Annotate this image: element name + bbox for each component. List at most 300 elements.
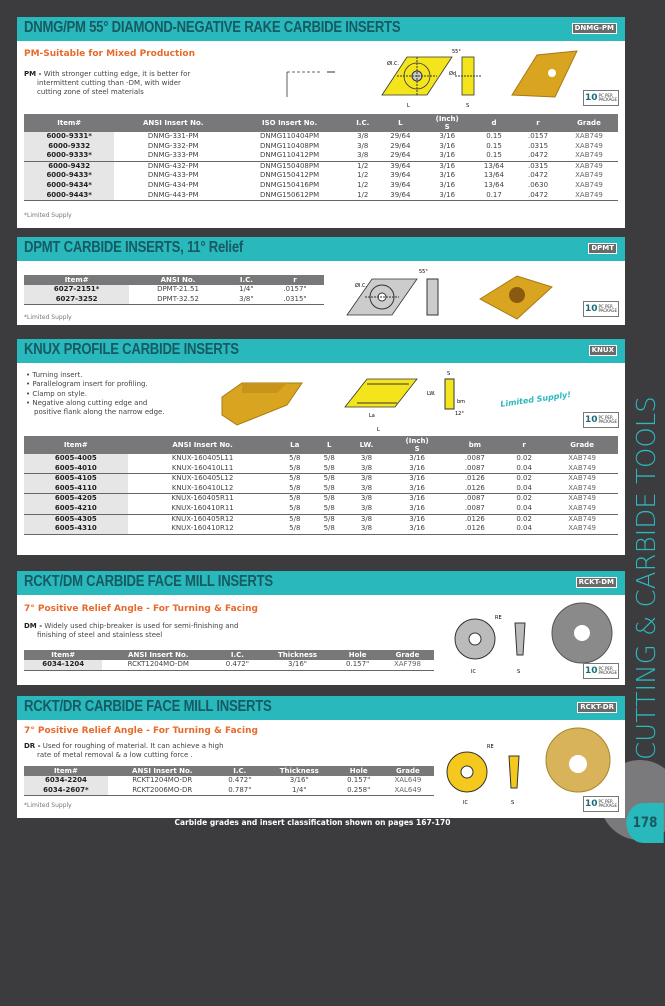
table-cell: DNMG-432-PM — [114, 161, 232, 171]
item-number: 6000-9433* — [24, 171, 114, 181]
table-cell: 3/8 — [360, 483, 373, 492]
table-cell: 39/64 — [390, 180, 411, 189]
table-cell: 5/8 — [289, 454, 301, 462]
package-qty-badge — [583, 796, 619, 812]
table-cell: KNUX-160405R11 — [128, 494, 278, 504]
knux-insert-photo — [217, 375, 307, 430]
grade-cell: XAB749 — [575, 171, 603, 180]
table-cell: 1/2 — [347, 161, 378, 171]
column-header-label: Thickness — [278, 651, 318, 659]
package-qty-badge — [583, 301, 619, 317]
column-header — [24, 114, 114, 132]
column-header — [334, 650, 381, 660]
section-title: RCKT/DM CARBIDE FACE MILL INSERTS — [24, 573, 273, 590]
table-cell: 0.258" — [336, 786, 382, 796]
item-number: 6000-9434* — [24, 181, 114, 191]
column-header-label: L — [326, 441, 332, 449]
table-cell: .0315 — [516, 161, 560, 171]
column-header — [24, 766, 108, 776]
table-cell: 3/16 — [422, 191, 472, 201]
table-cell: DNMG150408PM — [232, 161, 347, 171]
table-cell: RCKT1204MO-DM — [102, 660, 214, 670]
table-cell: .0315 — [528, 141, 549, 150]
section-subtitle: PM-Suitable for Mixed Production — [24, 49, 195, 59]
table-cell: .0157" — [283, 285, 307, 293]
grade-cell: XAB749 — [560, 191, 618, 201]
column-header-label: bm — [468, 441, 482, 449]
table-row — [24, 161, 618, 171]
feature-item: • Negative along cutting edge and positive flank along the narrow edge. — [26, 399, 165, 418]
grade-cell: XAB749 — [568, 483, 596, 492]
table-row — [24, 285, 324, 295]
column-header — [560, 114, 618, 132]
column-header — [129, 275, 226, 285]
diagram-label: Ød — [449, 71, 457, 77]
column-header — [128, 436, 278, 454]
table-cell: 5/8 — [323, 483, 335, 492]
column-header-label: ISO Insert No. — [262, 119, 318, 127]
desc-line: cutting zone of steel materials — [37, 88, 144, 96]
table-cell: KNUX-160405L12 — [128, 474, 278, 484]
diagram-label: bm — [457, 399, 466, 405]
limited-supply-label: Limited Supply! — [499, 390, 572, 409]
column-header — [24, 436, 128, 454]
table-header-row — [24, 650, 434, 660]
package-note: PC PER PACKAGE — [598, 414, 617, 424]
column-header-label: Grade — [396, 767, 420, 775]
column-header-label: Item# — [57, 119, 82, 127]
table-cell: DNMG110412PM — [260, 151, 320, 160]
table-cell: KNUX-160410R12 — [128, 524, 278, 534]
section-rckt-dm — [17, 571, 625, 685]
table-row — [24, 514, 618, 524]
table-cell: 3/16 — [409, 503, 425, 512]
table-cell: .0472 — [528, 171, 549, 180]
column-header — [108, 766, 217, 776]
table-row — [24, 494, 618, 504]
table-cell: 3/16" — [261, 660, 335, 670]
diagram-label: L — [407, 103, 410, 109]
table-cell: .0126 — [448, 514, 502, 524]
table-cell: 5/8 — [289, 483, 301, 492]
column-header-label: Grade — [395, 651, 420, 659]
group-header: (Inch) — [405, 437, 429, 445]
table-cell: 3/16 — [409, 463, 425, 472]
package-qty: 10 — [585, 799, 598, 809]
section-title: RCKT/DR CARBIDE FACE MILL INSERTS — [24, 698, 272, 715]
grade-cell: XAB749 — [546, 524, 618, 534]
column-header-label: ANSI Insert No. — [132, 767, 193, 775]
diagram-label: 55° — [452, 49, 461, 55]
table-cell: 5/8 — [312, 524, 346, 534]
table-cell: .0630 — [528, 180, 549, 189]
table-cell: 0.04 — [516, 503, 532, 512]
table-cell: 3/16 — [386, 524, 447, 534]
table-cell: DNMG150416PM — [260, 180, 320, 189]
column-header — [422, 114, 472, 132]
table-row — [24, 171, 618, 181]
grade-cell: XAB749 — [568, 454, 596, 462]
table-cell: 3/8 — [357, 151, 369, 160]
table-cell: 0.157" — [334, 660, 381, 670]
table-cell: 0.02 — [502, 494, 546, 504]
footnote: *Limited Supply — [24, 212, 72, 219]
diagram-label: S — [466, 103, 470, 109]
table-cell: 1/4" — [239, 285, 254, 293]
rckt-dr-insert-photo — [542, 724, 614, 796]
table-cell: 3/16" — [289, 776, 309, 784]
column-header — [266, 275, 324, 285]
table-cell: 3/16 — [439, 132, 456, 140]
column-header — [382, 766, 434, 776]
package-note: PC PER PACKAGE — [598, 798, 617, 808]
section-header — [17, 237, 625, 261]
table-cell: .0472 — [516, 191, 560, 201]
table-cell: 0.04 — [502, 524, 546, 534]
table-cell: 3/16 — [386, 514, 447, 524]
section-title: DNMG/PM 55° DIAMOND-NEGATIVE RAKE CARBIDE INSERTS — [24, 19, 401, 36]
side-title: CUTTING & CARBIDE TOOLS — [632, 396, 662, 760]
item-number: 6000-9432 — [24, 161, 114, 171]
table-cell: 3/16 — [386, 474, 447, 484]
table-cell: 3/8" — [227, 295, 266, 305]
feature-list — [26, 371, 165, 417]
table-cell: 3/8 — [360, 503, 373, 512]
table-cell: 0.15 — [486, 132, 502, 140]
table-cell: 5/8 — [289, 463, 301, 472]
package-qty-badge — [583, 412, 619, 428]
table-cell: .0126 — [448, 524, 502, 534]
diagram-label: IC — [463, 800, 468, 806]
diagram-label: 55° — [419, 269, 428, 275]
table-row — [24, 464, 618, 474]
diagram-label: IC — [471, 669, 476, 675]
column-header-label: S — [414, 445, 420, 453]
section-title: KNUX PROFILE CARBIDE INSERTS — [24, 341, 239, 358]
table-cell: DNMG-331-PM — [147, 132, 199, 140]
grade-cell: XAB749 — [546, 514, 618, 524]
table-cell: .0087 — [464, 503, 485, 512]
table-cell: 5/8 — [278, 514, 312, 524]
item-number: 6034-1204 — [24, 660, 102, 670]
table-row — [24, 786, 434, 796]
table-cell: KNUX-160410L11 — [171, 463, 234, 472]
footnote: *Limited Supply — [24, 314, 72, 321]
table-cell: DPMT-21.51 — [157, 285, 199, 293]
column-header — [347, 114, 378, 132]
column-header-label: d — [491, 119, 497, 127]
rckt-dm-insert-photo — [547, 599, 617, 669]
table-row — [24, 776, 434, 786]
table-cell: .0157 — [528, 132, 549, 140]
table-cell: 5/8 — [278, 474, 312, 484]
table-cell: 1/4" — [263, 786, 336, 796]
section-header — [17, 696, 625, 720]
dnmg-insert-diagram — [357, 45, 497, 115]
table-cell: 3/16 — [439, 151, 456, 160]
table-cell: .0472 — [528, 151, 549, 160]
table-cell: 39/64 — [378, 161, 422, 171]
table-cell: 0.787" — [217, 786, 263, 796]
column-header — [261, 650, 335, 660]
grade-cell: XAB749 — [575, 151, 603, 160]
diagram-label: S — [511, 800, 515, 806]
item-number: 6005-4310 — [24, 524, 128, 534]
table-cell: 3/16 — [439, 171, 456, 180]
footnote: *Limited Supply — [24, 802, 72, 809]
package-qty: 10 — [585, 93, 598, 103]
section-knux — [17, 339, 625, 555]
section-subtitle: 7° Positive Relief Angle - For Turning & Facing — [24, 604, 258, 614]
table-cell: 3/8 — [346, 474, 386, 484]
table-header-row — [24, 766, 434, 776]
table-cell: 29/64 — [390, 151, 411, 160]
item-number: 6005-4110 — [24, 484, 128, 494]
table-cell: RCKT1204MO-DR — [132, 776, 193, 784]
column-header-label: Grade — [577, 119, 601, 127]
column-header-label: Item# — [64, 276, 89, 284]
rckt-dr-diagram — [437, 738, 537, 808]
table-cell: KNUX-160410L12 — [171, 483, 234, 492]
column-header — [336, 766, 382, 776]
table-cell: 0.02 — [516, 454, 532, 462]
column-header-label: r — [522, 441, 526, 449]
table-cell: 3/16 — [386, 494, 447, 504]
table-cell: KNUX-160405R12 — [128, 514, 278, 524]
column-header — [278, 436, 312, 454]
product-table — [24, 766, 434, 796]
table-cell: 39/64 — [390, 171, 411, 180]
table-cell: 5/8 — [312, 494, 346, 504]
diagram-label: 12° — [455, 411, 464, 417]
column-header-label: I.C. — [233, 767, 247, 775]
section-code-badge: RCKT-DM — [576, 577, 617, 588]
table-cell: 5/8 — [323, 454, 335, 462]
grade-cell: XAB749 — [575, 132, 603, 140]
table-row — [24, 504, 618, 514]
item-number: 6000-9331* — [24, 132, 114, 142]
diagram-label: La — [369, 413, 375, 419]
table-cell: 0.17 — [472, 191, 516, 201]
column-header — [217, 766, 263, 776]
section-subtitle: 7° Positive Relief Angle - For Turning & Facing — [24, 726, 258, 736]
feature-item: • Parallelogram insert for profiling. — [26, 380, 165, 389]
column-header — [378, 114, 422, 132]
grade-cell: XAB749 — [575, 141, 603, 150]
table-cell: 5/8 — [323, 463, 335, 472]
section-description: DR - Used for roughing of material. It can achieve a high rate of metal removal & a low cutting force . — [24, 742, 224, 759]
column-header — [114, 114, 232, 132]
table-cell: .0087 — [464, 454, 485, 462]
diagram-label: S — [517, 669, 521, 675]
diagram-label: ØI.C. — [355, 283, 368, 289]
item-number: 6000-9332 — [24, 142, 114, 152]
column-header-label: Hole — [348, 651, 367, 659]
table-row — [24, 151, 618, 161]
column-header-label: LW. — [359, 441, 374, 449]
table-cell: 3/16 — [422, 161, 472, 171]
table-cell: 5/8 — [278, 494, 312, 504]
grade-cell: XAF798 — [381, 660, 434, 670]
table-cell: 29/64 — [390, 141, 411, 150]
table-cell: .0087 — [448, 494, 502, 504]
item-number: 6005-4010 — [24, 464, 128, 474]
table-row — [24, 660, 434, 670]
grade-cell: XAB749 — [546, 474, 618, 484]
table-cell: 5/8 — [289, 503, 301, 512]
package-qty-badge — [583, 663, 619, 679]
package-note: PC PER PACKAGE — [598, 665, 617, 675]
table-cell: 3/8 — [357, 132, 369, 140]
table-cell: 3/16 — [409, 483, 425, 492]
section-header — [17, 339, 625, 363]
column-header — [448, 436, 502, 454]
table-cell: 5/8 — [312, 514, 346, 524]
table-cell: 13/64 — [472, 161, 516, 171]
item-number: 6005-4305 — [24, 514, 128, 524]
table-cell: 0.15 — [486, 151, 502, 160]
page-number: 178 — [626, 803, 663, 843]
table-cell: DNMG-434-PM — [147, 180, 199, 189]
table-cell: .0126 — [448, 474, 502, 484]
table-cell: 1/2 — [357, 180, 369, 189]
column-header — [102, 650, 214, 660]
table-cell: 1/2 — [347, 191, 378, 201]
column-header-label: I.C. — [356, 119, 370, 127]
footer-note: Carbide grades and insert classification shown on pages 167-170 — [174, 818, 451, 827]
column-header-label: S — [444, 123, 450, 131]
table-cell: 0.02 — [502, 474, 546, 484]
column-header — [381, 650, 434, 660]
table-cell: DNMG-443-PM — [114, 191, 232, 201]
grade-cell: XAL649 — [394, 776, 422, 784]
table-cell: DNMG150412PM — [260, 171, 320, 180]
table-cell: DNMG150612PM — [232, 191, 347, 201]
column-header — [227, 275, 266, 285]
table-cell: 3/8 — [360, 463, 373, 472]
table-row — [24, 474, 618, 484]
table-row — [24, 191, 618, 201]
table-header-row — [24, 275, 324, 285]
table-cell: 3/8 — [346, 524, 386, 534]
table-row — [24, 132, 618, 142]
item-number: 6034-2607* — [24, 786, 108, 796]
diagram-label: LW. — [427, 391, 436, 397]
item-number: 6027-2151* — [24, 285, 129, 295]
knux-insert-diagram — [337, 367, 477, 437]
table-cell: 3/8 — [346, 494, 386, 504]
table-cell: DNMG-333-PM — [147, 151, 199, 160]
column-header — [502, 436, 546, 454]
table-cell: 0.157" — [347, 776, 371, 784]
section-code-badge: KNUX — [589, 345, 617, 356]
table-cell: 5/8 — [312, 474, 346, 484]
table-cell: 0.02 — [502, 514, 546, 524]
table-cell: RCKT2006MO-DR — [108, 786, 217, 796]
column-header — [232, 114, 347, 132]
package-note: PC PER PACKAGE — [598, 303, 617, 313]
column-header — [516, 114, 560, 132]
product-table — [24, 114, 618, 201]
group-header: (Inch) — [435, 115, 459, 123]
grade-cell: XAB749 — [560, 161, 618, 171]
item-number: 6005-4105 — [24, 474, 128, 484]
feature-item: • Clamp on style. — [26, 390, 165, 399]
section-description — [24, 70, 190, 97]
table-cell: 5/8 — [323, 503, 335, 512]
column-header-label: La — [290, 441, 300, 449]
column-header — [24, 650, 102, 660]
section-rckt-dr — [17, 696, 625, 818]
table-cell: DNMG110408PM — [260, 141, 320, 150]
dpmt-insert-photo — [477, 273, 557, 323]
desc-label: PM - — [24, 70, 42, 78]
column-header — [263, 766, 336, 776]
diagram-label: RE — [487, 744, 494, 750]
column-header — [472, 114, 516, 132]
diagram-label: ØI.C. — [387, 61, 400, 67]
column-header — [312, 436, 346, 454]
table-cell: KNUX-160410R11 — [171, 503, 234, 512]
column-header-label: I.C. — [230, 651, 244, 659]
feature-item: • Turning insert. — [26, 371, 165, 380]
table-cell: 3/8 — [346, 514, 386, 524]
table-row — [24, 454, 618, 464]
table-cell: 0.04 — [516, 483, 532, 492]
column-header — [214, 650, 261, 660]
table-cell: 3/8 — [360, 454, 373, 462]
table-cell: 0.472" — [228, 776, 252, 784]
package-qty: 10 — [585, 666, 598, 676]
table-row — [24, 295, 324, 305]
section-title: DPMT CARBIDE INSERTS, 11° Relief — [24, 239, 244, 256]
section-dnmg-pm — [17, 17, 625, 228]
column-header-label: r — [536, 119, 540, 127]
desc-line: intermittent cutting than -DM, with wider — [37, 79, 181, 87]
item-number: 6005-4210 — [24, 504, 128, 514]
table-header-row — [24, 114, 618, 132]
column-header-label: ANSI No. — [160, 276, 196, 284]
product-table — [24, 650, 434, 671]
column-header-label: Hole — [349, 767, 368, 775]
table-cell: 5/8 — [278, 524, 312, 534]
table-cell: 29/64 — [390, 132, 411, 140]
table-cell: DNMG110404PM — [260, 132, 320, 140]
item-number: 6005-4005 — [24, 454, 128, 464]
table-cell: DNMG-433-PM — [147, 171, 199, 180]
column-header — [346, 436, 386, 454]
column-header-label: Thickness — [279, 767, 319, 775]
rckt-dm-diagram — [447, 607, 547, 677]
item-number: 6027-3252 — [24, 295, 129, 305]
column-header-label: Item# — [51, 651, 76, 659]
item-number: 6005-4205 — [24, 494, 128, 504]
column-header-label: I.C. — [239, 276, 253, 284]
item-number: 6000-9443* — [24, 191, 114, 201]
table-cell: 13/64 — [483, 180, 505, 189]
section-description: DM - Widely used chip-breaker is used for semi-finishing and finishing of steel and stainless steel — [24, 622, 239, 639]
table-row — [24, 142, 618, 152]
dpmt-insert-diagram — [337, 265, 457, 323]
table-row — [24, 181, 618, 191]
grade-cell: XAB749 — [568, 463, 596, 472]
desc-line: With stronger cutting edge, it is better for — [43, 70, 191, 78]
column-header-label: ANSI Insert No. — [142, 119, 204, 127]
side-profile-diagram — [277, 57, 357, 102]
section-dpmt — [17, 237, 625, 325]
grade-cell: XAB749 — [575, 180, 603, 189]
table-cell: 3/8 — [357, 141, 369, 150]
